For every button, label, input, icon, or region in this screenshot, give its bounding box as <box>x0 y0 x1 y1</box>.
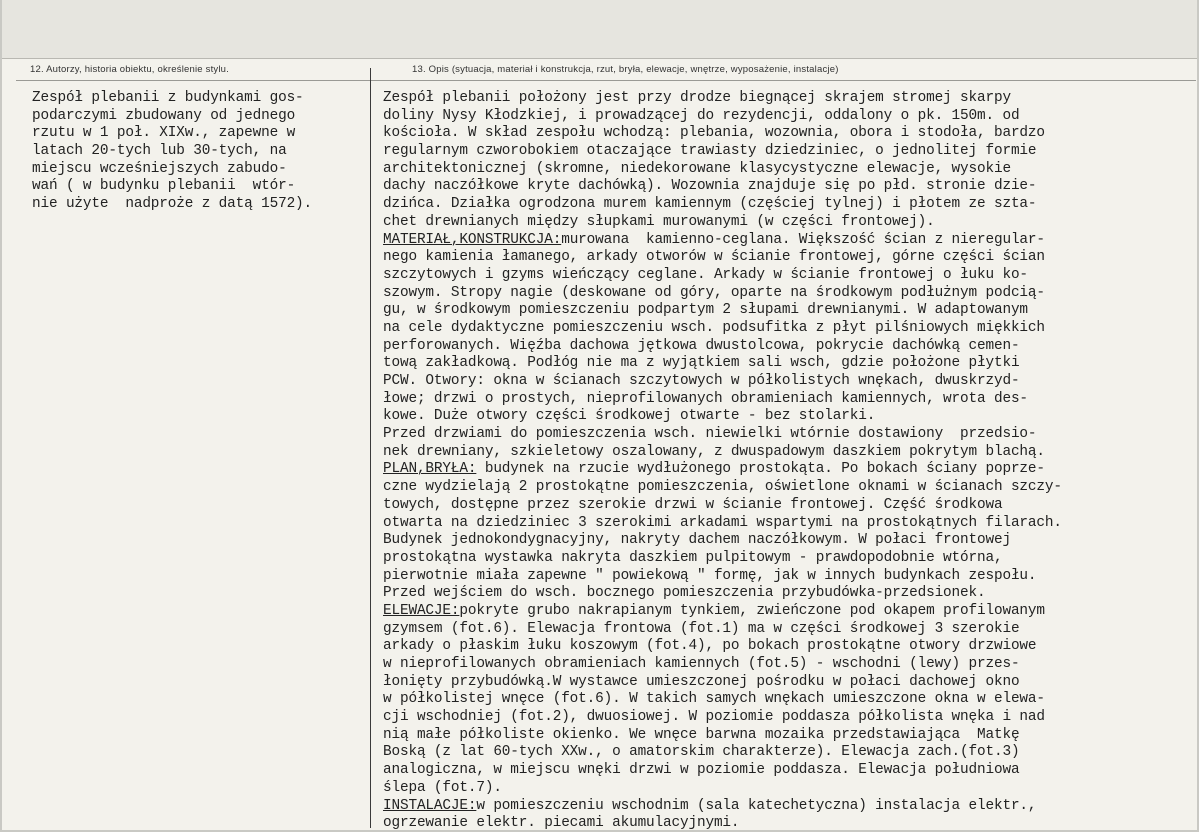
section-12-header: 12. Autorzy, historia obiektu, określenie stylu. <box>30 64 229 75</box>
line-text: Zespół plebanii położony jest przy drodze biegnącej skrajem stromej skarpy <box>383 90 1011 106</box>
history-line: wań ( w budynku plebanii wtór- <box>32 178 296 195</box>
description-line <box>383 391 1193 409</box>
description-line <box>383 161 1193 179</box>
history-line: podarczymi zbudowany od jednego <box>32 107 296 124</box>
line-text: czne wydzielają 2 prostokątne pomieszczenia, oświetlone oknami w ścianach szczy- <box>383 479 1062 496</box>
description-line <box>383 621 1193 639</box>
line-text: otwarta na dziedziniec 3 szerokimi arkadami wspartymi na prostokątnych filarach. <box>383 514 1062 531</box>
line-text: Boską (z lat 60-tych XXw., o amatorskim charakterze). Elewacja zach.(fot.3) <box>383 744 1020 761</box>
description-line <box>383 426 1193 444</box>
line-text: dzińca. Działka ogrodzona murem kamiennym (częściej tylnej) i płotem ze szta- <box>383 196 1037 213</box>
description-line <box>383 373 1193 391</box>
description-line <box>383 444 1193 462</box>
description-line <box>383 178 1193 196</box>
document-sheet <box>2 0 1197 830</box>
description-line <box>383 674 1193 692</box>
line-text: pierwotnie miała zapewne " powiekową " formę, jak w innych budynkach zespołu. <box>383 567 1037 584</box>
description-line <box>383 249 1193 267</box>
description-line <box>383 762 1193 780</box>
page-top-band <box>2 0 1197 59</box>
description-line <box>383 515 1193 533</box>
line-text: architektonicznej (skromne, niedekorowane klasycystyczne elewacje, wysokie <box>383 160 1011 177</box>
description-line <box>383 285 1193 303</box>
description-line <box>383 302 1193 320</box>
line-text: szowym. Stropy nagie (deskowane od góry, oparte na środkowym podłużnym podcią- <box>383 284 1045 301</box>
description-line <box>383 585 1193 603</box>
description-line <box>383 744 1193 762</box>
description-line <box>383 143 1193 161</box>
section-label: ELEWACJE: <box>383 602 460 619</box>
line-text: regularnym czworobokiem otaczające trawiasty dziedziniec, o jednolitej formie <box>383 143 1037 160</box>
line-text: Budynek jednokondygnacyjny, nakryty dachem naczółkowym. W połaci frontowej <box>383 532 1011 549</box>
line-text: prostokątna wystawka nakryta daszkiem pulpitowym - prawdopodobnie wtórna, <box>383 549 1003 566</box>
line-text: doliny Nysy Kłodzkiej, i prowadzącej do rezydencji, oddalony o pk. 150m. od <box>383 107 1020 124</box>
description-line <box>383 196 1193 214</box>
section-label: PLAN,BRYŁA: <box>383 461 477 478</box>
header-rule <box>16 80 1196 81</box>
line-text: łowe; drzwi o prostych, nieprofilowanych obramieniach kamiennych, wrota des- <box>383 390 1028 407</box>
description-line <box>383 90 1193 108</box>
line-text: cji wschodniej (fot.2), dwuosiowej. W poziomie poddasza półkolista wnęka i nad <box>383 709 1045 726</box>
history-line: latach 20-tych lub 30-tych, na <box>32 143 287 160</box>
description-line <box>383 780 1193 798</box>
line-text: perforowanych. Więźba dachowa jętkowa dwustolcowa, pokrycie dachówką cemen- <box>383 337 1020 354</box>
description-line <box>383 125 1193 143</box>
line-text: arkady o płaskim łuku koszowym (fot.4), po bokach prostokątne otwory drzwiowe <box>383 638 1037 655</box>
history-line: Zespół plebanii z budynkami gos- <box>32 90 304 106</box>
description-line <box>383 355 1193 373</box>
description-line <box>383 320 1193 338</box>
line-text: PCW. Otwory: okna w ścianach szczytowych w półkolistych wnękach, dwuskrzyd- <box>383 373 1020 389</box>
description-line <box>383 727 1193 745</box>
description-line <box>383 108 1193 126</box>
line-text: ogrzewanie elektr. piecami akumulacyjnymi. <box>383 815 740 830</box>
description-line <box>383 497 1193 515</box>
description-line <box>383 568 1193 586</box>
description-line <box>383 479 1193 497</box>
description-line <box>383 815 1193 830</box>
line-text: nią małe półkoliste okienko. We wnęce barwna mozaika przedstawiająca Matkę <box>383 726 1020 743</box>
line-text: łonięty przybudówką.W wystawce umieszczonej pośrodku w połaci dachowej okno <box>383 673 1020 690</box>
line-text: chet drewnianych między słupkami murowanymi (w części frontowej). <box>383 213 935 230</box>
description-line <box>383 603 1193 621</box>
description-line <box>383 550 1193 568</box>
line-text: analogiczna, w miejscu wnęki drzwi w poziomie poddasza. Elewacja południowa <box>383 762 1020 779</box>
column-divider <box>370 68 371 828</box>
history-line: nie użyte nadproże z datą 1572). <box>32 196 313 213</box>
description-column <box>383 90 1193 830</box>
line-text: szczytowych i gzyms wieńczący ceglane. Arkady w ścianie frontowej o łuku ko- <box>383 266 1028 283</box>
line-text: Przed wejściem do wsch. bocznego pomieszczenia przybudówka-przedsionek. <box>383 585 986 602</box>
line-text: nego kamienia łamanego, arkady otworów w ścianie frontowej, górne części ścian <box>383 249 1045 266</box>
line-text: gu, w środkowym pomieszczeniu podpartym 2 słupami drewnianymi. W adaptowanym <box>383 302 1028 319</box>
line-text: ślepa (fot.7). <box>383 779 502 796</box>
section-13-header: 13. Opis (sytuacja, materiał i konstrukcja, rzut, bryła, elewacje, wnętrze, wyposażenie, instalacje) <box>412 64 839 75</box>
description-line <box>383 267 1193 285</box>
description-line <box>383 638 1193 656</box>
description-line <box>383 232 1193 250</box>
description-line <box>383 214 1193 232</box>
line-text: nek drewniany, szkieletowy oszalowany, z dwuspadowym daszkiem pokrytym blachą. <box>383 443 1045 460</box>
line-text: dachy naczółkowe kryte dachówką). Wozownia znajduje się po płd. stronie dzie- <box>383 178 1037 195</box>
line-text: w nieprofilowanych obramieniach kamiennych (fot.5) - wschodni (lewy) przes- <box>383 656 1020 672</box>
history-line: miejscu wcześniejszych zabudo- <box>32 160 287 177</box>
description-line <box>383 691 1193 709</box>
line-text: murowana kamienno-ceglana. Większość ścian z nieregular- <box>561 231 1045 248</box>
description-line <box>383 408 1193 426</box>
section-label: MATERIAŁ,KONSTRUKCJA: <box>383 231 562 248</box>
line-text: w pomieszczeniu wschodnim (sala katechetyczna) instalacja elektr., <box>476 797 1037 814</box>
description-line <box>383 532 1193 550</box>
line-text: kościoła. W skład zespołu wchodzą: plebania, wozownia, obora i stodoła, bardzo <box>383 125 1045 142</box>
line-text: pokryte grubo nakrapianym tynkiem, zwieńczone pod okapem profilowanym <box>459 602 1045 619</box>
description-line <box>383 709 1193 727</box>
line-text: na cele dydaktyczne pomieszczeniu wsch. podsufitka z płyt pilśniowych miękkich <box>383 319 1045 336</box>
description-line <box>383 656 1193 674</box>
description-line <box>383 338 1193 356</box>
history-line: rzutu w 1 poł. XIXw., zapewne w <box>32 125 296 142</box>
section-label: INSTALACJE: <box>383 797 477 814</box>
history-column <box>32 90 362 214</box>
description-line <box>383 798 1193 816</box>
line-text: towych, dostępne przez szerokie drzwi w ścianie frontowej. Część środkowa <box>383 496 1003 513</box>
line-text: tową zakładkową. Podłóg nie ma z wyjątkiem sali wsch, gdzie położone płytki <box>383 355 1020 372</box>
line-text: w półkolistej wnęce (fot.6). W takich samych wnękach umieszczone okna w elewa- <box>383 691 1045 708</box>
line-text: gzymsem (fot.6). Elewacja frontowa (fot.1) ma w części środkowej 3 szerokie <box>383 620 1020 637</box>
line-text: Przed drzwiami do pomieszczenia wsch. niewielki wtórnie dostawiony przedsio- <box>383 426 1037 443</box>
line-text: kowe. Duże otwory części środkowej otwarte - bez stolarki. <box>383 408 876 425</box>
description-line <box>383 461 1193 479</box>
line-text: budynek na rzucie wydłużonego prostokąta. Po bokach ściany poprze- <box>476 461 1045 478</box>
